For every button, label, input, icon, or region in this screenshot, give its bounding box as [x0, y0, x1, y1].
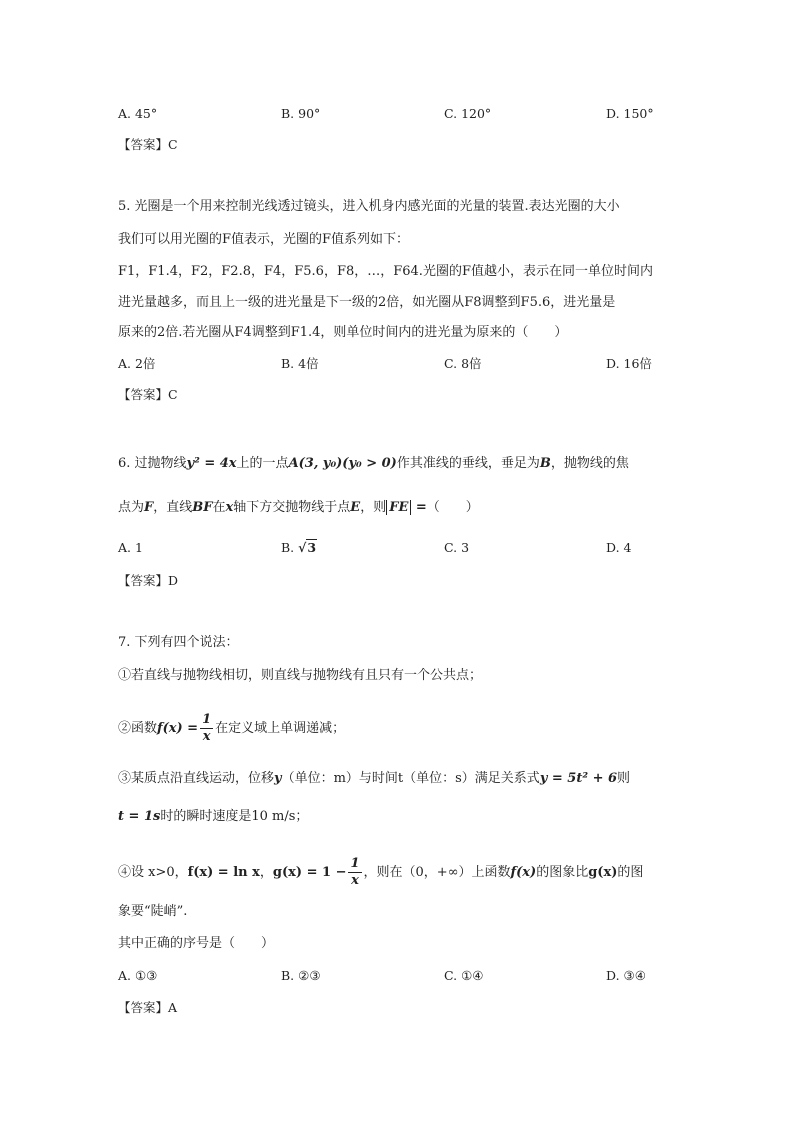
q6-text: 上的一点 — [236, 456, 289, 471]
q5-answer: 【答案】C — [118, 387, 178, 402]
q7-text: ③某质点沿直线运动，位移 — [118, 771, 275, 786]
q7-text: 的图 — [617, 865, 644, 880]
q5-options — [118, 354, 678, 372]
q6-x: x — [225, 500, 234, 515]
q7-statement4 — [118, 856, 643, 890]
fraction-numerator: 1 — [350, 856, 360, 871]
q7-text: ②函数 — [118, 721, 158, 736]
q6-answer: 【答案】D — [118, 573, 179, 588]
q4-option-d: D. 150° — [606, 106, 654, 121]
q6-option-a: A. 1 — [118, 540, 143, 555]
q7-f-ln: f(x) = ln x — [187, 865, 260, 880]
sqrt-value: 3 — [307, 540, 317, 555]
q6-text: ，则 — [360, 500, 387, 515]
q6-options — [118, 540, 678, 558]
q6-text: ，直线 — [153, 500, 193, 515]
fraction-denominator: x — [351, 873, 359, 888]
q5-option-b: B. 4倍 — [281, 356, 319, 371]
q6-option-b — [281, 540, 317, 555]
q7-fx2: f(x) — [510, 865, 537, 880]
q5-option-d: D. 16倍 — [606, 356, 652, 371]
q6-bf: BF — [192, 500, 213, 515]
q6-text: ，抛物线的焦 — [550, 456, 629, 471]
q7-eq: y = 5t² + 6 — [539, 771, 618, 786]
q7-text: 则 — [617, 771, 631, 786]
q5-line4: 进光量越多，而且上一级的进光量是下一级的2倍，如光圈从F8调整到F5.6，进光量是 — [118, 295, 616, 310]
q5-line5: 原来的2倍.若光圈从F4调整到F1.4，则单位时间内的进光量为原来的（ ） — [118, 325, 568, 340]
q7-statement2 — [118, 712, 345, 746]
q5-line3: F1，F1.4，F2，F2.8，F4，F5.6，F8，…，F64.光圈的F值越小，表示在同一单位时间内 — [118, 264, 653, 279]
q7-text: 时的瞬时速度是10 m/s； — [160, 809, 309, 824]
q6-parabola: y² = 4x — [186, 456, 237, 471]
q7-t: t = 1s — [118, 809, 161, 824]
q4-option-c: C. 120° — [444, 106, 492, 121]
q6-f: F — [144, 500, 154, 515]
q6-point: A(3, y₀)(y₀ > 0) — [288, 456, 397, 471]
q7-text: ④设 x>0， — [118, 865, 188, 880]
q4-answer: 【答案】C — [118, 137, 178, 152]
q7-fx: f(x) = — [157, 721, 199, 736]
q7-text: 的图象比 — [536, 865, 589, 880]
q7-answer: 【答案】A — [118, 1000, 178, 1015]
q7-y: y — [274, 771, 282, 786]
q7-option-a: A. ①③ — [118, 968, 158, 983]
q6-option-b-label: B. — [281, 540, 295, 555]
q4-option-a: A. 45° — [118, 106, 158, 121]
q6-e: E — [350, 500, 361, 515]
q5-line2: 我们可以用光圈的F值表示，光圈的F值系列如下： — [118, 232, 410, 247]
q7-text: （单位：m）与时间t（单位：s）满足关系式 — [281, 771, 540, 786]
fraction — [348, 856, 361, 889]
fraction — [200, 712, 213, 745]
q7-text: 在定义域上单调递减； — [215, 721, 346, 736]
q5-line1: 5. 光圈是一个用来控制光线透过镜头，进入机身内感光面的光量的装置.表达光圈的大小 — [118, 199, 620, 214]
q7-option-d: D. ③④ — [606, 968, 646, 983]
q6-text: 在 — [212, 500, 226, 515]
q6-text: （ ） — [426, 500, 479, 515]
q7-gx: g(x) — [588, 865, 618, 880]
q7-statement3 — [118, 770, 630, 788]
q6-text: 轴下方交抛物线于点 — [233, 500, 351, 515]
q6-line2 — [118, 499, 479, 517]
q6-text: 作其准线的垂线，垂足为 — [396, 456, 540, 471]
q6-option-c: C. 3 — [444, 540, 470, 555]
q6-option-d: D. 4 — [606, 540, 632, 555]
q4-options — [118, 106, 678, 124]
q7-statement4-cont: 象要“陡峭”. — [118, 904, 188, 919]
q6-eq: = — [411, 500, 427, 515]
q7-statement1: ①若直线与抛物线相切，则直线与抛物线有且只有一个公共点； — [118, 668, 483, 683]
q7-text: ， — [259, 865, 273, 880]
q7-g: g(x) = 1 − — [272, 865, 347, 880]
q7-statement3-cont — [118, 808, 308, 826]
q7-line1: 7. 下列有四个说法： — [118, 635, 239, 650]
q6-line1 — [118, 455, 629, 473]
q6-b: B — [539, 456, 551, 471]
q5-option-a: A. 2倍 — [118, 356, 156, 371]
q7-question: 其中正确的序号是（ ） — [118, 936, 275, 951]
sqrt-symbol: √3 — [298, 540, 317, 555]
q5-option-c: C. 8倍 — [444, 356, 482, 371]
q7-text: ，则在（0，+∞）上函数 — [363, 865, 511, 880]
q7-options — [118, 968, 678, 986]
q6-fe: FE — [386, 500, 411, 515]
q7-option-b: B. ②③ — [281, 968, 321, 983]
q7-option-c: C. ①④ — [444, 968, 484, 983]
fraction-numerator: 1 — [202, 712, 212, 727]
q4-option-b: B. 90° — [281, 106, 321, 121]
q6-text: 点为 — [118, 500, 145, 515]
q6-text: 6. 过抛物线 — [118, 456, 187, 471]
fraction-denominator: x — [202, 729, 211, 744]
